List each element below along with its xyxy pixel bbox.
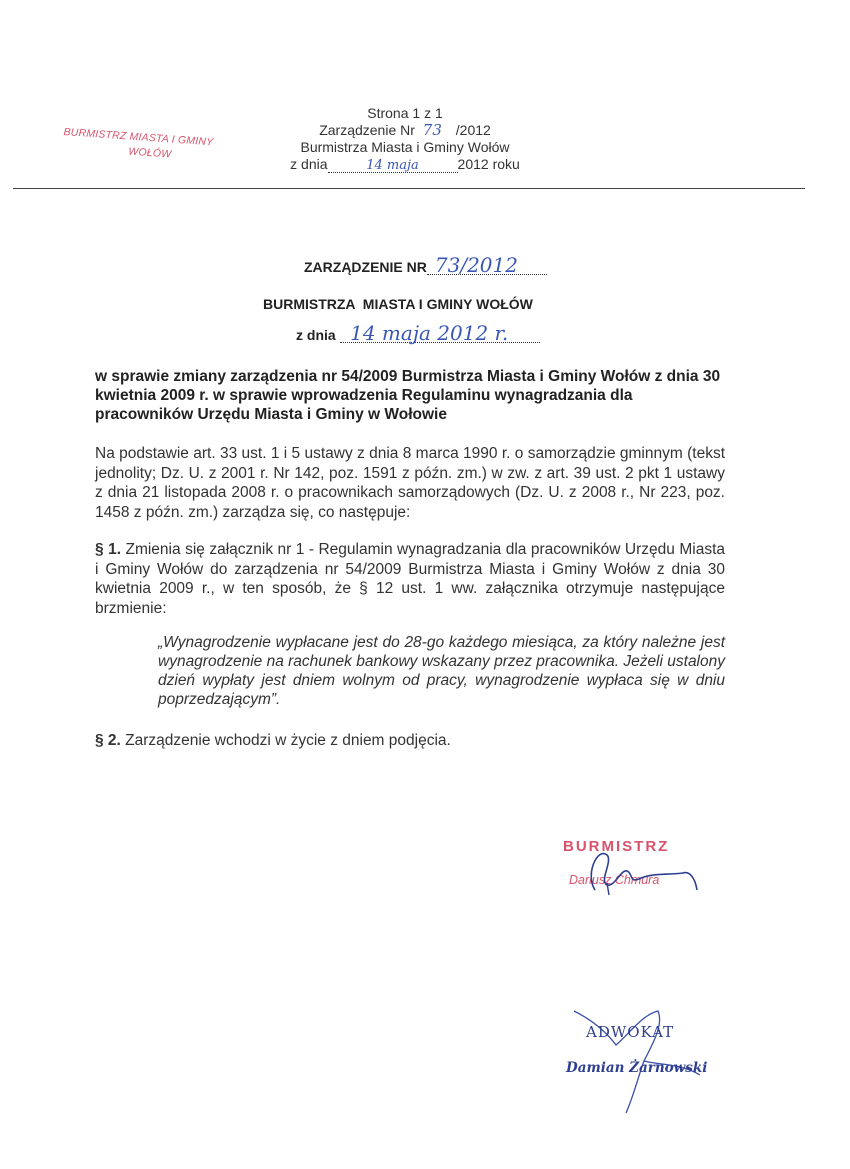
page-number: Strona 1 z 1	[367, 105, 443, 121]
header-ref-handwritten: 73	[422, 121, 442, 139]
signature-adwokat-title: ADWOKAT	[586, 1023, 675, 1041]
legal-basis: Na podstawie art. 33 ust. 1 i 5 ustawy z dnia 8 marca 1990 r. o samorządzie gminnym (tekst jednolity; Dz. U. z 2001 r. Nr 142, poz. 1591 z późn. zm.) w zw. z art. 39 ust. 2 pkt 1 ustawy z dnia 21 listopada 2008 r. o pracownikach samorządowych (Dz. U. z 2008 r., Nr 223, poz. 1458 z późn. zm.) zarządza się, co następuje:	[95, 445, 725, 521]
signature-burmistrz-title: BURMISTRZ	[563, 838, 670, 855]
header-issuer: Burmistrza Miasta i Gminy Wołów	[300, 139, 510, 155]
stamp-burmistrz-top	[62, 126, 253, 166]
header-date-prefix: z dnia	[290, 156, 328, 172]
signature-adwokat	[560, 1005, 730, 1120]
signature-adwokat-name: Damian Żarnowski	[566, 1060, 708, 1076]
signature-burmistrz-name: Dariusz Chmura	[569, 873, 660, 887]
document-subject: w sprawie zmiany zarządzenia nr 54/2009 Burmistrza Miasta i Gminy Wołów z dnia 30 kwietnia 2009 r. w sprawie wprowadzenia Regulaminu wynagradzania dla pracowników Urzędu Miasta i Gminy w Wołowie	[95, 368, 721, 423]
paragraph-1	[95, 540, 725, 618]
title-number-line	[304, 253, 547, 277]
header-ref	[270, 122, 540, 139]
header-date	[270, 156, 540, 173]
stamp-line-2: WOŁÓW	[127, 145, 172, 161]
stamp-line-1: BURMISTRZ MIASTA I GMINY	[63, 126, 214, 149]
header-ref-prefix: Zarządzenie Nr	[319, 122, 415, 138]
paragraph-1-text: Zmienia się załącznik nr 1 - Regulamin wynagradzania dla pracowników Urzędu Miasta i Gminy Wołów do zarządzenia nr 54/2009 Burmistrza Miasta i Gminy Wołów z dnia 30 kwietnia 2009 r., w ten sposób, że § 12 ust. 1 ww. załącznika otrzymuje następujące brzmienie:	[95, 541, 726, 617]
title-number-handwritten: 73/2012	[427, 256, 547, 275]
title-issuer: BURMISTRZA MIASTA I GMINY WOŁÓW	[263, 296, 533, 312]
header-ref-suffix: /2012	[455, 122, 491, 138]
paragraph-2-label: § 2.	[95, 732, 121, 749]
paragraph-2-text: Zarządzenie wchodzi w życie z dniem podjęcia.	[125, 732, 451, 749]
title-date-line	[296, 321, 540, 345]
title-date-handwritten: 14 maja 2012 r.	[340, 324, 540, 343]
header-date-handwritten: 14 maja	[328, 159, 458, 173]
signature-burmistrz	[555, 835, 715, 905]
header-date-suffix: 2012 roku	[457, 156, 520, 172]
title-label: ZARZĄDZENIE NR	[304, 259, 427, 275]
paragraph-2	[95, 731, 725, 751]
title-date-label: z dnia	[296, 327, 336, 343]
page-header	[270, 105, 540, 173]
signature-burmistrz-handwriting	[555, 835, 715, 905]
paragraph-1-label: § 1.	[95, 541, 122, 558]
header-divider	[13, 188, 805, 189]
paragraph-1-quote: „Wynagrodzenie wypłacane jest do 28-go każdego miesiąca, za który należne jest wynagrodzenie na rachunek bankowy wskazany przez pracownika. Jeżeli ustalony dzień wypłaty jest dniem wolnym od pracy, wynagrodzenie wypłaca się w dniu poprzedzającym”.	[158, 634, 725, 708]
